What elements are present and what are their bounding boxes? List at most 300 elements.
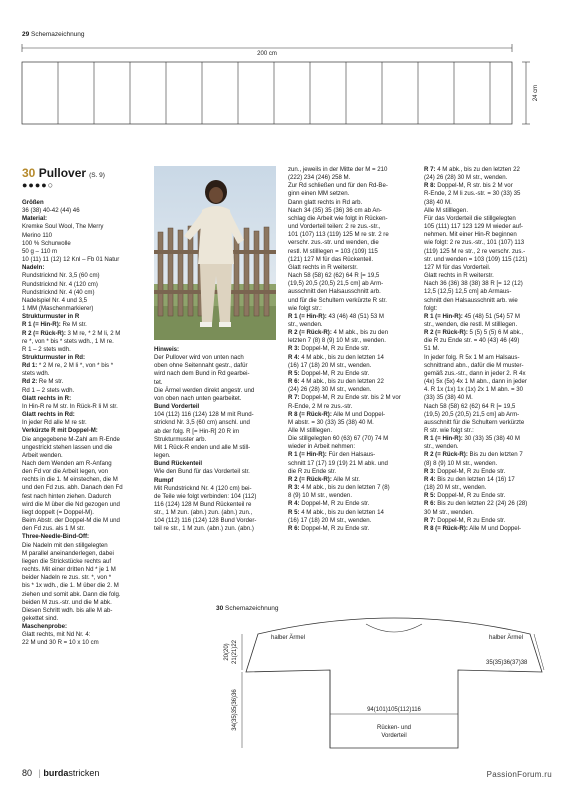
text-line [288, 166, 420, 174]
text-line [22, 305, 150, 313]
text-line [22, 533, 150, 541]
text-line-body: rechts in die 1. M einstechen, die M [22, 476, 118, 484]
text-line-bold: Glatt rechts in Rd: [22, 411, 75, 419]
text-line [288, 525, 420, 533]
text-line-bold: Bund Rückenteil [154, 460, 203, 468]
text-line [288, 248, 420, 256]
text-line [22, 599, 150, 607]
text-line-body: wie folgt str.: [288, 304, 322, 312]
text-line [288, 321, 420, 329]
text-line [22, 272, 150, 280]
text-line-body: Der Pullover wird von unten nach [154, 354, 244, 362]
text-line-body: 127 M für das Vorderteil. [424, 263, 491, 271]
text-line-body: Doppel-M, R zu Ende str. [299, 345, 370, 353]
text-line-body: wird nach dem Bund in Rd gearbei- [154, 370, 250, 378]
text-line-body: ab der folg. R [= Hin-R] 20 R im [154, 427, 240, 435]
text-line-body: den Fd zus. als 1 M str. [22, 525, 85, 533]
difficulty-rating: ●●●●○ [22, 180, 55, 190]
text-line-body: Nach 36 (36) 38 (38) 38 R [= 12 (12) [424, 280, 523, 288]
text-line-body: schnitt 17 (17) 19 (19) 21 M abk. und [288, 459, 388, 467]
text-line-body: zun., jeweils in der Mitte der M = 210 [288, 166, 388, 173]
text-line-body: ungestrickt stehen lassen und die [22, 443, 113, 451]
text-line [288, 190, 420, 198]
text-line-body: (38) 40 M. [424, 198, 452, 206]
text-line-bold: R 1 (= Hin-R): [288, 451, 327, 459]
text-line [22, 639, 150, 647]
text-line [154, 485, 282, 493]
text-line-bold: Bund Vorderteil [154, 403, 200, 411]
text-line-body: R-Ende, 2 M li zus.-str. = 30 (33) 35 [424, 190, 521, 198]
text-line [22, 240, 150, 248]
text-line-body: (16) 17 (18) 20 M str., wenden. [288, 516, 372, 524]
schema-30-number: 30 [216, 605, 224, 612]
magazine-brand-suffix: stricken [68, 768, 100, 778]
text-line-bold: Strukturmuster in R [22, 313, 80, 321]
text-line-body: Bis zu den letzten 22 (24) 26 (28) [435, 500, 528, 508]
text-line-body: 30 (33) 35 (38) 40 M [462, 435, 521, 443]
text-line-body: 104 (112) 116 (124) 128 Bund Vorder- [154, 517, 257, 525]
text-line-body: str., 1 M zun. (abn.) zun. (abn.) zun., [154, 509, 253, 517]
text-line [288, 451, 420, 459]
text-line-body: re *, von * bis * stets wdh., 1 M re. [22, 337, 114, 345]
schema-29-stripes [58, 62, 490, 124]
text-line [22, 199, 150, 207]
text-line [154, 411, 282, 419]
text-line [22, 550, 150, 558]
text-line-body: 12,5 (12,5) 12,5 cm] ab Armaus- [424, 288, 512, 296]
text-line-bold: R 1 (= Hin-R): [288, 312, 327, 320]
text-line-body: nehmen. Mit einer Hin-R beginnen [424, 231, 517, 239]
text-line [424, 207, 556, 215]
text-line-body: Glatt rechts in R weiterstr. [288, 263, 358, 271]
text-line-body: Nach 34 (35) 35 (36) 36 cm ab An- [288, 206, 382, 214]
text-line [22, 591, 150, 599]
text-line-body: In Hin-R re M str. In Rück-R li M str. [22, 402, 118, 410]
text-line [22, 525, 150, 533]
text-line-bold: R 6: [288, 378, 300, 386]
text-line [424, 280, 556, 288]
schema-30-heading [216, 605, 279, 612]
text-line-body: M abstr. = 30 (33) 35 (38) 40 M. [288, 418, 374, 426]
text-line-bold: R 7: [424, 516, 436, 524]
text-line-body: In jeder folg. R 5x 1 M am Halsaus- [424, 353, 520, 361]
text-line [22, 207, 150, 215]
text-line [288, 354, 420, 362]
text-line [22, 354, 150, 362]
column-instructions-3 [424, 166, 556, 533]
text-line-body: Dann glatt rechts in Rd arb. [288, 198, 363, 206]
text-line [22, 542, 150, 550]
side-top-label-2: 21(21)22 [232, 639, 238, 665]
text-line-body: beiden M zus.-str. und die M abk. [22, 598, 112, 606]
text-line-body: 50 g – 110 m [22, 247, 58, 255]
page-footer: 80 | burdastricken [22, 768, 100, 778]
text-line [288, 443, 420, 451]
text-line-body: Die stillgelegten 60 (63) 67 (70) 74 M [288, 435, 389, 443]
text-line [154, 428, 282, 436]
text-line [424, 419, 556, 427]
text-line [288, 239, 420, 247]
text-line-body: (8) 8 (9) 10 M str., wenden. [424, 459, 498, 467]
text-line [424, 403, 556, 411]
text-line-body: Re M str. [37, 378, 64, 386]
text-line [288, 419, 420, 427]
text-line-body: liegt doppelt (= Doppel-M). [22, 508, 94, 516]
magazine-brand: burda [43, 768, 69, 778]
text-line [22, 378, 150, 386]
text-line [424, 288, 556, 296]
text-line [424, 166, 556, 174]
text-line-body: 4 M abk., bis zu den letzten 7 (8) [299, 484, 390, 492]
text-line [22, 346, 150, 354]
column-materials [22, 199, 150, 648]
body-label-1: Rücken- und [376, 725, 412, 731]
text-line [154, 370, 282, 378]
schema-29-heading [22, 31, 85, 38]
text-line [288, 370, 420, 378]
text-line [288, 378, 420, 386]
text-line-bold: Größen [22, 199, 44, 206]
text-line-body: 36 (38) 40-42 (44) 46 [22, 207, 80, 215]
text-line [22, 566, 150, 574]
text-line-body: fest nach hinten ziehen. Dadurch [22, 492, 112, 500]
text-line-bold: R 4: [288, 353, 300, 361]
schema-30-label: Schemazeichnung [225, 605, 279, 612]
text-line-body: Wie den Bund für das Vorderteil str. [154, 468, 250, 476]
text-line [424, 248, 556, 256]
text-line-body: Mit 1 Rück-R enden und alle M still- [154, 443, 251, 451]
text-line-body: Bis zu den letzten 14 (16) 17 [435, 475, 515, 483]
text-line-bold: Nadeln: [22, 264, 45, 272]
text-line-body: schnitt den Halsausschnitt arb. wie [424, 296, 518, 304]
text-line-body: legen. [154, 452, 171, 460]
text-line-body: 43 (46) 48 (51) 53 M [326, 312, 385, 320]
text-line-body: folgt: [424, 304, 438, 312]
text-line [22, 509, 150, 517]
text-line-body: Doppel-M, R zu Ende str. [435, 467, 506, 475]
text-line-body: Alle M stilllegen. [424, 206, 469, 214]
text-line-body: Alle M und Doppel- [331, 410, 386, 418]
text-line [424, 239, 556, 247]
text-line [288, 468, 420, 476]
text-line [154, 468, 282, 476]
text-line [22, 582, 150, 590]
text-line [288, 427, 420, 435]
site-watermark: PassionForum.ru [486, 770, 552, 779]
text-line [288, 386, 420, 394]
text-line-body: rechts. Mit einer dritten Nd * je 1 M [22, 566, 116, 574]
text-line-body: Nach 58 (58) 62 (62) 64 R [= 19,5 [424, 402, 516, 410]
text-line [424, 517, 556, 525]
text-line-body: 51 M. [424, 345, 440, 353]
text-line [424, 345, 556, 353]
text-line [154, 501, 282, 509]
text-line [424, 297, 556, 305]
text-line [288, 362, 420, 370]
schema-29-width-label: 200 cm [257, 51, 277, 57]
text-line [22, 468, 150, 476]
text-line [424, 427, 556, 435]
text-line [288, 435, 420, 443]
body-width-label: 94(101)105(112)116 [367, 707, 421, 713]
pattern-number: 30 [22, 166, 36, 180]
text-line [288, 500, 420, 508]
text-line-body: Rd 1 – 2 stets wdh. [22, 386, 75, 394]
text-line-body: R 1 – 2 stets wdh. [22, 345, 71, 353]
text-line [22, 501, 150, 509]
text-line [424, 215, 556, 223]
text-line-body: str., wenden, die restl. M stilllegen. [424, 320, 518, 328]
text-line-body: von oben nach unten gearbeitet. [154, 394, 242, 402]
text-line [424, 378, 556, 386]
text-line [288, 313, 420, 321]
text-line-body: ausschnitt den Halsausschnitt arb. [288, 288, 381, 296]
text-line [154, 354, 282, 362]
text-line-body: 100 % Schurwolle [22, 239, 71, 247]
text-line [288, 174, 420, 182]
text-line [154, 493, 282, 501]
text-line-body: tet. [154, 378, 163, 386]
text-line-bold: Maschenprobe: [22, 623, 68, 631]
schema-29-number: 29 [22, 31, 30, 38]
text-line [154, 452, 282, 460]
text-line [424, 492, 556, 500]
text-line [424, 174, 556, 182]
text-line [288, 272, 420, 280]
text-line-body: * 2 M re, 2 M li *, von * bis * [37, 362, 114, 370]
column-instructions-1 [154, 346, 282, 534]
text-line [424, 362, 556, 370]
text-line-body: Diesen Schritt wdh. bis alle M ab- [22, 606, 113, 614]
text-line-bold: R 6: [288, 524, 300, 532]
text-line [22, 387, 150, 395]
text-line [424, 435, 556, 443]
text-line [154, 517, 282, 525]
text-line-body: Alle M stilllegen. [288, 427, 333, 434]
text-line [154, 387, 282, 395]
text-line-body: Bis zu den letzten 7 [467, 451, 523, 459]
text-line-bold: R 5: [424, 492, 436, 500]
text-line-body: 45 (48) 51 (54) 57 M [462, 312, 521, 320]
text-line [22, 615, 150, 623]
sleeve-left-label: halber Ärmel [270, 635, 306, 641]
text-line-body: Rundstricknd Nr. 3,5 (60 cm) [22, 272, 100, 280]
text-line [288, 215, 420, 223]
text-line-bold: R 2 (= Rück-R): [22, 329, 66, 337]
text-line-body: Doppel-M, R zu Ende str. [299, 369, 370, 377]
text-line [424, 264, 556, 272]
text-line-bold: R 1 (= Hin-R): [424, 312, 463, 320]
text-line-body: 4 M abk., bis zu den [331, 329, 389, 337]
text-line [424, 468, 556, 476]
text-line [154, 419, 282, 427]
text-line [22, 313, 150, 321]
text-line-body: ginn einen MM setzen. [288, 190, 350, 198]
text-line-bold: Verkürzte R mit Doppel-M: [22, 427, 98, 435]
text-line-body: (24) 26 (28) 30 M str., wenden. [288, 386, 372, 394]
text-line [288, 411, 420, 419]
text-line-body: letzten 7 (8) 8 (9) 10 M str., wenden. [288, 337, 386, 345]
text-line-body: die R zu Ende str. = 40 (43) 46 (49) [424, 337, 520, 345]
text-line-body: 4 M abk., bis zu den letzten 22 [299, 378, 384, 386]
text-line-body: und den Fd zus. abh. Danach den Fd [22, 484, 123, 492]
text-line [22, 484, 150, 492]
text-line-bold: R 5: [288, 508, 300, 516]
text-line [22, 419, 150, 427]
text-line [288, 288, 420, 296]
text-line-body: Kremke Soul Wool, The Merry [22, 223, 104, 231]
text-line-bold: R 1 (= Hin-R): [424, 435, 463, 443]
text-line-body: Nach dem Wenden am R-Anfang [22, 460, 112, 467]
schema-30-drawing [216, 614, 552, 764]
text-line-bold: R 7: [424, 166, 436, 173]
text-line-body: wie folgt: 2 re zus.-str., 101 (107) 113 [424, 239, 525, 247]
text-line [154, 525, 282, 533]
text-line [154, 395, 282, 403]
page-number: 80 [22, 768, 33, 778]
text-line-body: verschr. zus.-str. und wenden, die [288, 239, 379, 247]
text-line [288, 199, 420, 207]
text-line-body: (121) 127 M für das Rückenteil. [288, 255, 374, 263]
text-line-bold: R 3: [288, 345, 300, 353]
text-line-body: (4x) 5x (5x) 4x 1 M abn., dann in jeder [424, 378, 527, 386]
text-line-bold: R 5: [288, 369, 300, 377]
text-line [22, 395, 150, 403]
text-line-body: Merino 110 [22, 231, 53, 239]
text-line-bold: R 6: [424, 500, 436, 508]
text-line-body: (119) 125 M re str., 2 re verschr. zus.- [424, 247, 526, 255]
text-line [424, 354, 556, 362]
text-line [424, 272, 556, 280]
text-line-body: In jeder Rd alle M re str. [22, 419, 87, 427]
text-line-bold: Strukturmuster in Rd: [22, 353, 85, 361]
text-line-body: den Fd vor die Arbeit legen, von [22, 468, 109, 476]
schema-29-label: Schemazeichnung [31, 31, 85, 38]
text-line-body: Alle M str. [331, 475, 360, 483]
text-line [22, 289, 150, 297]
text-line-body: Strukturmuster arb. [154, 435, 207, 443]
text-line [22, 476, 150, 484]
text-line [22, 607, 150, 615]
text-line [22, 321, 150, 329]
text-line-body: M parallel aneinanderlegen, dabei [22, 549, 114, 557]
text-line-body: ausschnitt für die Schultern verkürzte [424, 418, 525, 426]
text-line-bold: R 7: [288, 394, 300, 402]
text-line-body: 101 (107) 113 (119) 125 M re str. 2 re [288, 231, 389, 239]
text-line-bold: R 8: [424, 182, 436, 190]
text-line-body: gemäß zus.-str., dann in jeder 2. R 4x [424, 369, 526, 377]
text-line-body: 8 (9) 10 M str., wenden. [288, 492, 353, 500]
text-line-body: Glatt rechts in R weiterstr. [424, 272, 494, 280]
text-line [288, 329, 420, 337]
text-line [288, 476, 420, 484]
text-line-body: Doppel-M, R zu Ende str. [299, 524, 370, 532]
text-line-bold: R 3: [288, 484, 300, 492]
text-line [424, 500, 556, 508]
text-line [154, 444, 282, 452]
text-line-body: oben ohne Seitennaht gestr., dafür [154, 362, 248, 370]
text-line-body: Alle M und Doppel- [467, 524, 522, 532]
text-line-bold: Three-Needle-Bind-Off: [22, 533, 90, 541]
text-line-body: Zur Rd schließen und für den Rd-Be- [288, 182, 388, 190]
text-line-body: (19,5) 20,5 (20,5) 21,5 cm] ab Arm- [424, 410, 520, 418]
text-line-body: (19,5) 20,5 (20,5) 21,5 cm] ab Arm- [288, 280, 384, 288]
text-line-body: Die Ärmel werden direkt angestr. und [154, 386, 255, 394]
text-line [424, 460, 556, 468]
text-line-bold: Rd 1: [22, 362, 38, 370]
text-line [22, 264, 150, 272]
text-line [424, 370, 556, 378]
text-line-bold: R 4: [424, 475, 436, 483]
text-line [424, 231, 556, 239]
text-line [154, 346, 282, 354]
text-line [424, 443, 556, 451]
text-line-body: wird die M über die Nd gezogen und [22, 500, 120, 508]
text-line [288, 403, 420, 411]
text-line [22, 403, 150, 411]
text-line-body: (16) 17 (18) 20 M str., wenden. [288, 361, 372, 369]
text-line [288, 394, 420, 402]
text-line [424, 321, 556, 329]
text-line-bold: Rd 2: [22, 378, 38, 386]
text-line-bold: R 2 (= Rück-R): [424, 451, 468, 459]
text-line [22, 338, 150, 346]
text-line-bold: Glatt rechts in R: [22, 394, 72, 402]
text-line [288, 256, 420, 264]
column-instructions-2 [288, 166, 420, 533]
side-bottom-label: 34(35)35(36)36 [232, 689, 238, 731]
text-line-body: Für den Halsaus- [326, 451, 376, 459]
text-line-bold: Hinweis: [154, 346, 180, 353]
text-line-body: R-Ende, 2 M re zus.-str. [288, 402, 353, 410]
text-line [424, 182, 556, 190]
text-line [22, 460, 150, 468]
text-line-body: str. und wenden = 103 (109) 115 (121) [424, 255, 528, 263]
text-line [154, 509, 282, 517]
text-line-body: Nach 58 (58) 62 (62) 64 R [= 19,5 [288, 272, 380, 280]
text-line-body: Doppel-M, R zu Ende str. [435, 516, 506, 524]
text-line [22, 436, 150, 444]
text-line [22, 256, 150, 264]
text-line [22, 223, 150, 231]
text-line [424, 451, 556, 459]
text-line [22, 330, 150, 338]
text-line-body: Die Nadeln mit den stillgelegten [22, 541, 108, 549]
pattern-name: Pullover [38, 166, 87, 180]
text-line [424, 484, 556, 492]
text-line [22, 444, 150, 452]
text-line-body: liegen die Strickstücke rechts auf [22, 557, 112, 565]
text-line [22, 452, 150, 460]
text-line-body: Rundstricknd Nr. 4 (40 cm) [22, 288, 95, 296]
text-line-bold: R 4: [288, 500, 300, 508]
text-line [154, 379, 282, 387]
text-line-body: wieder in Arbeit nehmen: [288, 443, 356, 451]
text-line [154, 436, 282, 444]
text-line-body: R str. wie folgt str.: [424, 427, 474, 434]
text-line-body: 1 MM (Maschenmarkierer) [22, 305, 94, 313]
text-line-body: Rundstricknd Nr. 4 (120 cm) [22, 280, 98, 288]
text-line-body: Mit Rundstricknd Nr. 4 (120 cm) bei- [154, 484, 252, 492]
text-line [22, 631, 150, 639]
text-line [424, 386, 556, 394]
text-line-body: Für das Vorderteil die stillgelegten [424, 214, 516, 222]
text-line-body: stets wdh. [22, 370, 50, 378]
text-line-body: Arbeit wenden. [22, 451, 63, 459]
text-line [288, 484, 420, 492]
text-line [288, 305, 420, 313]
text-line [424, 199, 556, 207]
